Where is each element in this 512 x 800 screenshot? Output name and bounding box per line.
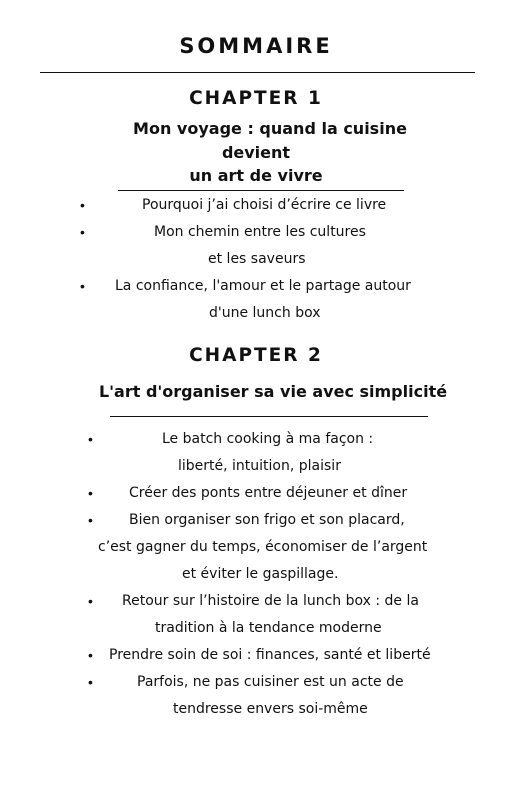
ch2-item-6-line-1: Parfois, ne pas cuisiner est un acte de [137,674,404,690]
ch2-item-4-line-2: tradition à la tendance moderne [155,620,382,636]
bullet-icon: • [88,674,93,690]
chapter-1-divider [118,190,404,191]
chapter-2-title: L'art d'organiser sa vie avec simplicité [98,382,448,401]
bullet-icon: • [80,278,85,294]
ch1-item-3-line-1: La confiance, l'amour et le partage autour [115,278,411,294]
ch1-item-2-line-1: Mon chemin entre les cultures [154,224,366,240]
chapter-1-title-line-2: devient [221,143,291,162]
bullet-icon: • [88,431,93,447]
ch2-item-3-line-3: et éviter le gaspillage. [182,566,339,582]
ch2-item-3-line-2: c’est gagner du temps, économiser de l’argent [98,539,428,555]
bullet-icon: • [88,593,93,609]
page-title: SOMMAIRE [179,34,333,58]
ch1-item-2-line-2: et les saveurs [208,251,306,267]
chapter-2-divider [110,416,428,417]
bullet-icon: • [80,197,85,213]
ch1-item-1-line-1: Pourquoi j’ai choisi d’écrire ce livre [142,197,387,213]
bullet-icon: • [88,647,93,663]
ch2-item-2-line-1: Créer des ponts entre déjeuner et dîner [129,485,408,501]
ch2-item-1-line-1: Le batch cooking à ma façon : [162,431,374,447]
ch2-item-3-line-1: Bien organiser son frigo et son placard, [129,512,405,528]
ch2-item-1-line-2: liberté, intuition, plaisir [178,458,341,474]
ch2-item-5-line-1: Prendre soin de soi : finances, santé et liberté [109,647,431,663]
chapter-1-title-line-1: Mon voyage : quand la cuisine [133,119,407,138]
bullet-icon: • [88,512,93,528]
title-divider [40,72,475,73]
ch2-item-4-line-1: Retour sur l’histoire de la lunch box : de la [122,593,419,609]
chapter-1-heading: CHAPTER 1 [189,88,323,109]
ch1-item-3-line-2: d'une lunch box [209,305,321,321]
ch2-item-6-line-2: tendresse envers soi-même [173,701,368,717]
chapter-2-heading: CHAPTER 2 [189,345,323,366]
bullet-icon: • [88,485,93,501]
bullet-icon: • [80,224,85,240]
chapter-1-title-line-3: un art de vivre [189,166,323,185]
